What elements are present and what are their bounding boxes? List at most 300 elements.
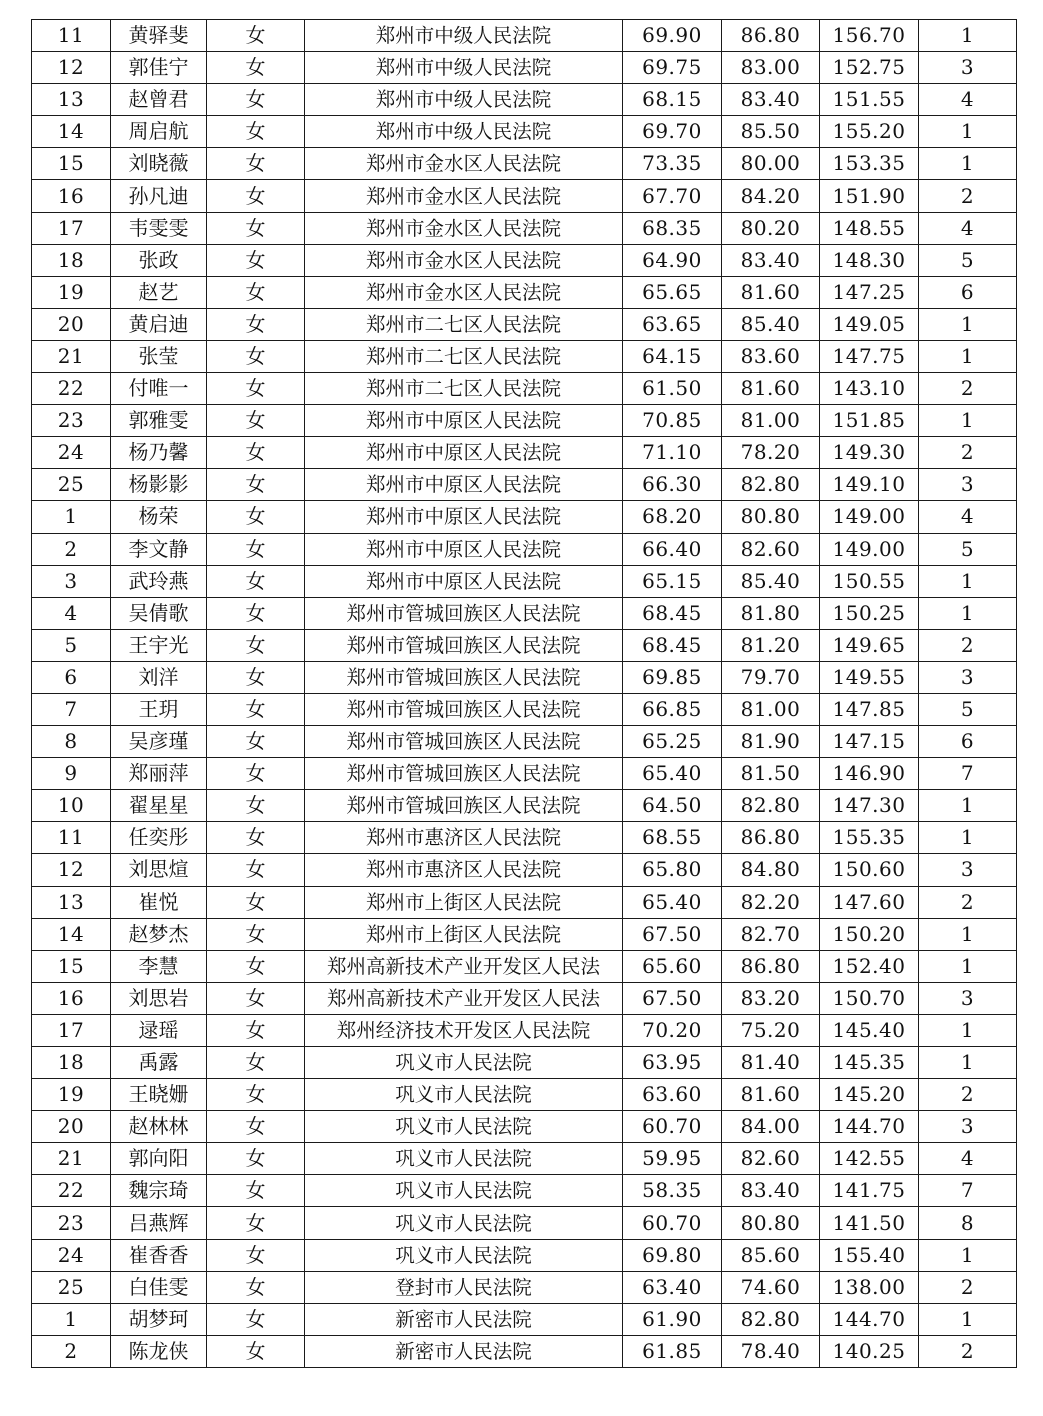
cell-written-score: 73.35 [623,148,722,180]
cell-written-score: 65.65 [623,276,722,308]
cell-court: 郑州市管城回族区人民法院 [305,661,623,693]
cell-total-score: 151.90 [820,180,919,212]
cell-total-score: 149.65 [820,629,919,661]
cell-rank: 2 [919,373,1017,405]
cell-gender: 女 [207,1271,305,1303]
cell-rank: 2 [919,437,1017,469]
cell-court: 郑州市中原区人民法院 [305,501,623,533]
cell-court: 郑州市中原区人民法院 [305,533,623,565]
cell-seq: 24 [32,437,111,469]
cell-rank: 2 [919,886,1017,918]
cell-written-score: 68.55 [623,822,722,854]
cell-gender: 女 [207,373,305,405]
cell-name: 陈龙侠 [111,1335,207,1367]
cell-seq: 10 [32,790,111,822]
cell-court: 郑州市金水区人民法院 [305,244,623,276]
cell-seq: 13 [32,84,111,116]
cell-interview-score: 83.40 [722,1175,820,1207]
cell-seq: 14 [32,918,111,950]
cell-court: 郑州市中级人民法院 [305,116,623,148]
cell-name: 李文静 [111,533,207,565]
cell-rank: 2 [919,1335,1017,1367]
cell-court: 郑州市管城回族区人民法院 [305,597,623,629]
cell-court: 登封市人民法院 [305,1271,623,1303]
table-row [32,276,1017,308]
cell-interview-score: 82.20 [722,886,820,918]
cell-interview-score: 81.60 [722,1079,820,1111]
cell-name: 孙凡迪 [111,180,207,212]
cell-interview-score: 82.70 [722,918,820,950]
cell-interview-score: 85.50 [722,116,820,148]
cell-rank: 1 [919,1239,1017,1271]
cell-court: 郑州市中级人民法院 [305,84,623,116]
cell-court: 郑州市管城回族区人民法院 [305,629,623,661]
cell-total-score: 147.30 [820,790,919,822]
cell-gender: 女 [207,52,305,84]
cell-total-score: 149.55 [820,661,919,693]
cell-written-score: 58.35 [623,1175,722,1207]
table-row [32,244,1017,276]
cell-name: 刘思岩 [111,982,207,1014]
cell-interview-score: 81.80 [722,597,820,629]
cell-rank: 1 [919,918,1017,950]
cell-written-score: 61.50 [623,373,722,405]
cell-court: 郑州市中级人民法院 [305,52,623,84]
cell-gender: 女 [207,116,305,148]
cell-name: 赵林林 [111,1111,207,1143]
score-table-body [32,20,1017,1368]
cell-total-score: 147.15 [820,726,919,758]
cell-court: 巩义市人民法院 [305,1143,623,1175]
cell-gender: 女 [207,84,305,116]
cell-total-score: 153.35 [820,148,919,180]
cell-rank: 1 [919,565,1017,597]
cell-total-score: 141.75 [820,1175,919,1207]
cell-total-score: 149.10 [820,469,919,501]
table-row [32,148,1017,180]
cell-total-score: 150.55 [820,565,919,597]
cell-written-score: 67.50 [623,982,722,1014]
cell-rank: 1 [919,597,1017,629]
cell-total-score: 147.60 [820,886,919,918]
cell-name: 赵梦杰 [111,918,207,950]
table-row [32,1303,1017,1335]
cell-court: 巩义市人民法院 [305,1175,623,1207]
cell-seq: 17 [32,212,111,244]
table-row [32,1111,1017,1143]
cell-rank: 3 [919,469,1017,501]
cell-court: 郑州市二七区人民法院 [305,308,623,340]
cell-name: 黄启迪 [111,308,207,340]
table-row [32,1143,1017,1175]
cell-written-score: 63.40 [623,1271,722,1303]
cell-written-score: 70.85 [623,405,722,437]
cell-rank: 2 [919,1271,1017,1303]
cell-court: 郑州市中原区人民法院 [305,565,623,597]
cell-name: 周启航 [111,116,207,148]
cell-total-score: 156.70 [820,20,919,52]
cell-name: 张政 [111,244,207,276]
cell-court: 郑州市上街区人民法院 [305,886,623,918]
cell-interview-score: 81.40 [722,1047,820,1079]
cell-gender: 女 [207,212,305,244]
cell-court: 巩义市人民法院 [305,1111,623,1143]
cell-name: 刘晓薇 [111,148,207,180]
cell-name: 禹露 [111,1047,207,1079]
cell-name: 赵艺 [111,276,207,308]
table-row [32,597,1017,629]
cell-seq: 18 [32,1047,111,1079]
cell-rank: 3 [919,1111,1017,1143]
cell-rank: 5 [919,533,1017,565]
cell-rank: 1 [919,116,1017,148]
table-row [32,693,1017,725]
cell-interview-score: 83.60 [722,340,820,372]
cell-total-score: 144.70 [820,1111,919,1143]
cell-gender: 女 [207,1207,305,1239]
cell-name: 刘思煊 [111,854,207,886]
cell-written-score: 68.45 [623,629,722,661]
cell-gender: 女 [207,148,305,180]
cell-seq: 23 [32,1207,111,1239]
cell-interview-score: 83.20 [722,982,820,1014]
cell-interview-score: 85.40 [722,308,820,340]
cell-seq: 2 [32,533,111,565]
cell-total-score: 148.30 [820,244,919,276]
cell-interview-score: 74.60 [722,1271,820,1303]
cell-total-score: 152.75 [820,52,919,84]
table-row [32,1175,1017,1207]
cell-court: 郑州市上街区人民法院 [305,918,623,950]
table-row [32,661,1017,693]
cell-total-score: 151.85 [820,405,919,437]
cell-name: 杨荣 [111,501,207,533]
cell-interview-score: 82.60 [722,1143,820,1175]
cell-total-score: 149.30 [820,437,919,469]
table-row [32,918,1017,950]
cell-interview-score: 82.60 [722,533,820,565]
cell-written-score: 66.40 [623,533,722,565]
cell-written-score: 63.60 [623,1079,722,1111]
cell-seq: 20 [32,308,111,340]
cell-court: 巩义市人民法院 [305,1047,623,1079]
cell-total-score: 149.00 [820,533,919,565]
cell-gender: 女 [207,437,305,469]
cell-interview-score: 86.80 [722,822,820,854]
cell-rank: 1 [919,790,1017,822]
cell-gender: 女 [207,340,305,372]
cell-written-score: 67.50 [623,918,722,950]
cell-total-score: 145.40 [820,1014,919,1046]
cell-written-score: 60.70 [623,1207,722,1239]
cell-name: 王晓姗 [111,1079,207,1111]
cell-court: 郑州市惠济区人民法院 [305,822,623,854]
cell-written-score: 65.40 [623,886,722,918]
cell-interview-score: 81.20 [722,629,820,661]
cell-rank: 1 [919,20,1017,52]
cell-name: 李慧 [111,950,207,982]
cell-written-score: 71.10 [623,437,722,469]
cell-rank: 4 [919,501,1017,533]
cell-seq: 7 [32,693,111,725]
cell-name: 魏宗琦 [111,1175,207,1207]
cell-written-score: 65.15 [623,565,722,597]
table-row [32,982,1017,1014]
table-row [32,758,1017,790]
cell-seq: 11 [32,822,111,854]
table-row [32,1014,1017,1046]
table-row [32,212,1017,244]
cell-court: 郑州市管城回族区人民法院 [305,790,623,822]
cell-interview-score: 81.90 [722,726,820,758]
cell-total-score: 141.50 [820,1207,919,1239]
cell-court: 新密市人民法院 [305,1303,623,1335]
cell-written-score: 68.45 [623,597,722,629]
cell-total-score: 150.25 [820,597,919,629]
cell-seq: 1 [32,1303,111,1335]
cell-interview-score: 75.20 [722,1014,820,1046]
table-row [32,340,1017,372]
table-row [32,1079,1017,1111]
cell-rank: 1 [919,148,1017,180]
cell-gender: 女 [207,1047,305,1079]
cell-interview-score: 84.00 [722,1111,820,1143]
cell-interview-score: 86.80 [722,20,820,52]
cell-name: 张莹 [111,340,207,372]
cell-gender: 女 [207,533,305,565]
cell-name: 郭雅雯 [111,405,207,437]
cell-total-score: 146.90 [820,758,919,790]
cell-rank: 4 [919,212,1017,244]
cell-court: 郑州市金水区人民法院 [305,148,623,180]
cell-rank: 2 [919,629,1017,661]
cell-court: 郑州市惠济区人民法院 [305,854,623,886]
cell-interview-score: 85.40 [722,565,820,597]
cell-gender: 女 [207,1111,305,1143]
cell-gender: 女 [207,1143,305,1175]
cell-rank: 7 [919,758,1017,790]
cell-name: 刘洋 [111,661,207,693]
cell-written-score: 63.95 [623,1047,722,1079]
cell-seq: 19 [32,276,111,308]
cell-seq: 18 [32,244,111,276]
cell-name: 吴彦瑾 [111,726,207,758]
cell-seq: 9 [32,758,111,790]
cell-name: 崔香香 [111,1239,207,1271]
cell-seq: 15 [32,950,111,982]
cell-total-score: 144.70 [820,1303,919,1335]
cell-seq: 6 [32,661,111,693]
cell-rank: 4 [919,1143,1017,1175]
cell-total-score: 149.05 [820,308,919,340]
cell-written-score: 69.85 [623,661,722,693]
cell-written-score: 65.60 [623,950,722,982]
cell-name: 翟星星 [111,790,207,822]
cell-interview-score: 85.60 [722,1239,820,1271]
cell-name: 白佳雯 [111,1271,207,1303]
table-row [32,52,1017,84]
cell-written-score: 64.15 [623,340,722,372]
cell-rank: 4 [919,84,1017,116]
table-row [32,1271,1017,1303]
cell-gender: 女 [207,469,305,501]
cell-name: 郭向阳 [111,1143,207,1175]
cell-interview-score: 82.80 [722,790,820,822]
cell-interview-score: 81.00 [722,693,820,725]
cell-court: 巩义市人民法院 [305,1239,623,1271]
cell-interview-score: 81.50 [722,758,820,790]
cell-rank: 1 [919,822,1017,854]
cell-court: 郑州市中原区人民法院 [305,405,623,437]
cell-seq: 25 [32,469,111,501]
table-row [32,533,1017,565]
cell-gender: 女 [207,950,305,982]
cell-written-score: 59.95 [623,1143,722,1175]
cell-seq: 15 [32,148,111,180]
cell-rank: 1 [919,1014,1017,1046]
cell-gender: 女 [207,661,305,693]
cell-interview-score: 81.00 [722,405,820,437]
cell-gender: 女 [207,790,305,822]
table-row [32,84,1017,116]
cell-written-score: 69.75 [623,52,722,84]
cell-written-score: 69.70 [623,116,722,148]
cell-written-score: 69.90 [623,20,722,52]
cell-gender: 女 [207,308,305,340]
cell-written-score: 68.35 [623,212,722,244]
cell-name: 胡梦珂 [111,1303,207,1335]
cell-gender: 女 [207,822,305,854]
table-row [32,886,1017,918]
cell-gender: 女 [207,758,305,790]
cell-name: 郭佳宁 [111,52,207,84]
cell-rank: 5 [919,244,1017,276]
cell-name: 黄驿斐 [111,20,207,52]
cell-gender: 女 [207,20,305,52]
cell-seq: 1 [32,501,111,533]
table-row [32,950,1017,982]
cell-total-score: 147.75 [820,340,919,372]
cell-total-score: 150.20 [820,918,919,950]
cell-total-score: 150.70 [820,982,919,1014]
cell-seq: 16 [32,982,111,1014]
cell-interview-score: 84.20 [722,180,820,212]
cell-name: 吕燕辉 [111,1207,207,1239]
cell-total-score: 142.55 [820,1143,919,1175]
cell-gender: 女 [207,565,305,597]
cell-seq: 23 [32,405,111,437]
cell-gender: 女 [207,276,305,308]
cell-interview-score: 80.80 [722,501,820,533]
cell-rank: 8 [919,1207,1017,1239]
cell-written-score: 60.70 [623,1111,722,1143]
cell-gender: 女 [207,982,305,1014]
cell-written-score: 67.70 [623,180,722,212]
cell-gender: 女 [207,693,305,725]
cell-interview-score: 84.80 [722,854,820,886]
cell-seq: 21 [32,1143,111,1175]
table-row [32,822,1017,854]
cell-name: 赵曾君 [111,84,207,116]
cell-name: 韦雯雯 [111,212,207,244]
cell-rank: 1 [919,1047,1017,1079]
cell-seq: 4 [32,597,111,629]
cell-rank: 1 [919,1303,1017,1335]
cell-gender: 女 [207,918,305,950]
cell-name: 王玥 [111,693,207,725]
cell-written-score: 68.20 [623,501,722,533]
cell-total-score: 143.10 [820,373,919,405]
score-table [31,19,1017,1368]
cell-gender: 女 [207,1175,305,1207]
cell-name: 任奕彤 [111,822,207,854]
cell-written-score: 69.80 [623,1239,722,1271]
table-row [32,1239,1017,1271]
cell-interview-score: 83.00 [722,52,820,84]
cell-written-score: 68.15 [623,84,722,116]
cell-total-score: 147.85 [820,693,919,725]
cell-court: 郑州市管城回族区人民法院 [305,726,623,758]
cell-rank: 6 [919,276,1017,308]
cell-name: 逯瑶 [111,1014,207,1046]
cell-interview-score: 80.00 [722,148,820,180]
cell-court: 郑州市金水区人民法院 [305,276,623,308]
cell-total-score: 152.40 [820,950,919,982]
cell-interview-score: 78.20 [722,437,820,469]
cell-name: 吴倩歌 [111,597,207,629]
cell-seq: 5 [32,629,111,661]
table-row [32,1047,1017,1079]
cell-total-score: 155.40 [820,1239,919,1271]
cell-seq: 2 [32,1335,111,1367]
table-row [32,501,1017,533]
cell-court: 郑州市管城回族区人民法院 [305,758,623,790]
cell-gender: 女 [207,726,305,758]
cell-name: 付唯一 [111,373,207,405]
cell-total-score: 148.55 [820,212,919,244]
cell-interview-score: 82.80 [722,1303,820,1335]
cell-court: 巩义市人民法院 [305,1079,623,1111]
cell-seq: 22 [32,1175,111,1207]
table-row [32,1207,1017,1239]
cell-name: 杨影影 [111,469,207,501]
cell-seq: 21 [32,340,111,372]
cell-written-score: 66.30 [623,469,722,501]
table-row [32,469,1017,501]
cell-rank: 3 [919,52,1017,84]
cell-gender: 女 [207,854,305,886]
cell-rank: 1 [919,340,1017,372]
cell-gender: 女 [207,1239,305,1271]
cell-written-score: 70.20 [623,1014,722,1046]
cell-gender: 女 [207,405,305,437]
cell-name: 杨乃馨 [111,437,207,469]
cell-written-score: 65.80 [623,854,722,886]
cell-court: 郑州市中级人民法院 [305,20,623,52]
cell-rank: 7 [919,1175,1017,1207]
cell-rank: 6 [919,726,1017,758]
cell-seq: 16 [32,180,111,212]
table-row [32,565,1017,597]
table-row [32,180,1017,212]
table-row [32,790,1017,822]
cell-total-score: 150.60 [820,854,919,886]
cell-gender: 女 [207,886,305,918]
cell-gender: 女 [207,244,305,276]
cell-total-score: 140.25 [820,1335,919,1367]
cell-gender: 女 [207,1079,305,1111]
table-row [32,437,1017,469]
